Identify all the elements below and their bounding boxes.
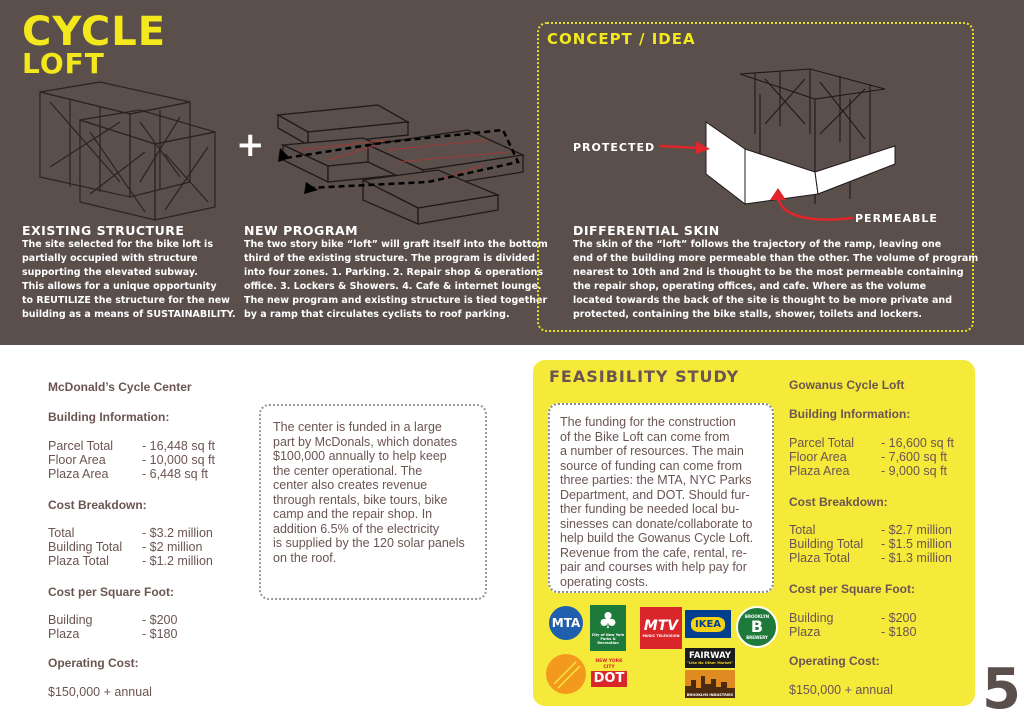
row-value: - $1.2 million (142, 554, 213, 568)
row-label: Plaza Area (789, 464, 850, 478)
title-loft: LOFT (22, 47, 105, 80)
row-value: - 9,000 sq ft (881, 464, 948, 478)
row-label: Plaza (789, 625, 821, 639)
gow-operating-value: $150,000 + annual (789, 683, 893, 697)
parks-caption: City of New York Parks & Recreation (591, 633, 625, 645)
mcd-operating-value: $150,000 + annual (48, 685, 152, 699)
info-row (789, 436, 954, 450)
info-row (48, 554, 213, 568)
row-value: - $180 (881, 625, 917, 639)
plus-symbol: + (236, 125, 265, 165)
brooklyn-mid: B (750, 617, 764, 636)
row-label: Parcel Total (48, 439, 114, 453)
info-row (48, 627, 178, 641)
gowanus-info (789, 378, 979, 708)
gow-building-heading: Building Information: (789, 407, 911, 421)
mtv-logo (640, 607, 682, 649)
sun-logo (546, 654, 586, 694)
info-row (48, 613, 178, 627)
nyc-dot-logo (590, 660, 628, 686)
info-row (789, 537, 952, 551)
program-heading: NEW PROGRAM (244, 223, 359, 238)
gow-cost-heading: Cost Breakdown: (789, 495, 888, 509)
new-program-drawing (268, 100, 530, 230)
info-row (48, 540, 203, 554)
row-label: Plaza Area (48, 467, 109, 481)
brooklyn-industries-text: BROOKLYN INDUSTRIES (686, 693, 734, 697)
info-row (48, 439, 215, 453)
row-label: Parcel Total (789, 436, 855, 450)
row-value: - $200 (142, 613, 178, 627)
permeable-label: PERMEABLE (855, 212, 938, 225)
nyc-parks-logo (590, 605, 626, 651)
info-row (789, 611, 917, 625)
mcdonalds-info (48, 380, 248, 710)
row-label: Plaza Total (789, 551, 850, 565)
row-label: Building (789, 611, 834, 625)
info-row (789, 551, 952, 565)
row-label: Building (48, 613, 93, 627)
mta-logo: MTA (549, 606, 583, 640)
mcdonalds-funding-note: The center is funded in a large part by McDonals, which donates $100,000 annually to help keep the center operational. The center also creates revenue through rentals, bike tours, bike camp and the repair shop. In addition 6.5% of the electricity is supplied by the 120 solar panels on the roof. (259, 404, 487, 600)
ikea-logo (685, 610, 731, 638)
row-value: - $180 (142, 627, 178, 641)
brooklyn-brewery-logo (736, 606, 778, 648)
sun-stripes-icon (546, 654, 586, 694)
dot-text: DOT (591, 671, 628, 687)
leaf-icon: ♣ (598, 609, 618, 634)
skin-body: The skin of the “loft” follows the trajectory of the ramp, leaving one end of the building more permeable than the other. The volume of program nearest to 10th and 2nd is thought to be the most permeable containing the repair shop, operating offices, and cafe. Where as the volume located towards the back of the site is thought to be more private and protected, containing the bike stalls, shower, toilets and lockers. (573, 239, 979, 320)
row-label: Plaza Total (48, 554, 109, 568)
existing-body: The site selected for the bike loft is partially occupied with structure supporting the elevated subway. This allows for a unique opportunity to REUTILIZE the structure for the new building as a means of SUSTAINABILITY. (22, 239, 236, 320)
feasibility-body: The funding for the construction of the Bike Loft can come from a number of resources. The main source of funding can come from three parties: the MTA, NYC Parks Department, and DOT. Should fur- ther funding be needed local bu- sinesses can donate/collaborate to help build the Gowanus Cycle Loft. Revenue from the cafe, rental, re- pair and courses with help pay for operating costs. (548, 403, 774, 593)
mcdonalds-title: McDonald’s Cycle Center (48, 380, 192, 394)
protected-label: PROTECTED (573, 141, 656, 154)
row-label: Plaza (48, 627, 80, 641)
row-value: - 10,000 sq ft (142, 453, 215, 467)
fairway-caption: "Like No Other Market" (687, 661, 733, 665)
mcd-sqft-heading: Cost per Square Foot: (48, 585, 175, 599)
info-row (48, 453, 215, 467)
info-row (789, 464, 948, 478)
skin-heading: DIFFERENTIAL SKIN (573, 223, 720, 238)
row-label: Total (789, 523, 816, 537)
feasibility-heading: FEASIBILITY STUDY (549, 367, 740, 386)
info-row (789, 523, 952, 537)
gow-operating-heading: Operating Cost: (789, 654, 880, 668)
info-row (48, 467, 209, 481)
row-label: Floor Area (789, 450, 847, 464)
program-body: The two story bike “loft” will graft itself into the bottom third of the existing structure. The program is divided into four zones. 1. Parking. 2. Repair shop & operations office. 3. Lockers & Showers. 4. Cafe & internet lounge. The new program and existing structure is tied together by a ramp that circulates cyclists to roof parking. (244, 239, 548, 320)
row-label: Building Total (789, 537, 864, 551)
brooklyn-bottom: BREWERY (746, 635, 768, 640)
row-label: Building Total (48, 540, 123, 554)
mcd-cost-heading: Cost Breakdown: (48, 498, 147, 512)
row-value: - $200 (881, 611, 917, 625)
row-value: - $3.2 million (142, 526, 213, 540)
info-row (48, 526, 213, 540)
row-value: - $2.7 million (881, 523, 952, 537)
info-row (789, 625, 917, 639)
fairway-text: FAIRWAY (688, 651, 732, 661)
row-value: - $2 million (142, 540, 203, 554)
row-label: Total (48, 526, 75, 540)
row-label: Floor Area (48, 453, 106, 467)
brooklyn-industries-logo (685, 670, 735, 698)
ikea-text: IKEA (691, 617, 725, 632)
mcd-operating-heading: Operating Cost: (48, 656, 139, 670)
row-value: - $1.3 million (881, 551, 952, 565)
gow-sqft-heading: Cost per Square Foot: (789, 582, 916, 596)
mtv-caption: MUSIC TELEVISION (642, 634, 680, 638)
dot-caption: NEW YORK CITY (595, 659, 623, 670)
existing-heading: EXISTING STRUCTURE (22, 223, 185, 238)
gowanus-title: Gowanus Cycle Loft (789, 378, 905, 392)
mtv-text: MTV (643, 618, 679, 634)
row-value: - 16,600 sq ft (881, 436, 954, 450)
info-row (789, 450, 948, 464)
protected-arrow-icon (660, 138, 710, 156)
existing-structure-drawing (30, 62, 225, 222)
row-value: - 16,448 sq ft (142, 439, 215, 453)
title-cycle: CYCLE (22, 9, 167, 55)
permeable-arrow-icon (768, 188, 858, 228)
row-value: - 6,448 sq ft (142, 467, 209, 481)
mcd-building-heading: Building Information: (48, 410, 170, 424)
fairway-logo (685, 648, 735, 668)
page-number: 5 (982, 657, 1021, 722)
row-value: - 7,600 sq ft (881, 450, 948, 464)
concept-heading: CONCEPT / IDEA (547, 30, 696, 48)
brooklyn-top: BROOKLYN (744, 614, 770, 619)
row-value: - $1.5 million (881, 537, 952, 551)
